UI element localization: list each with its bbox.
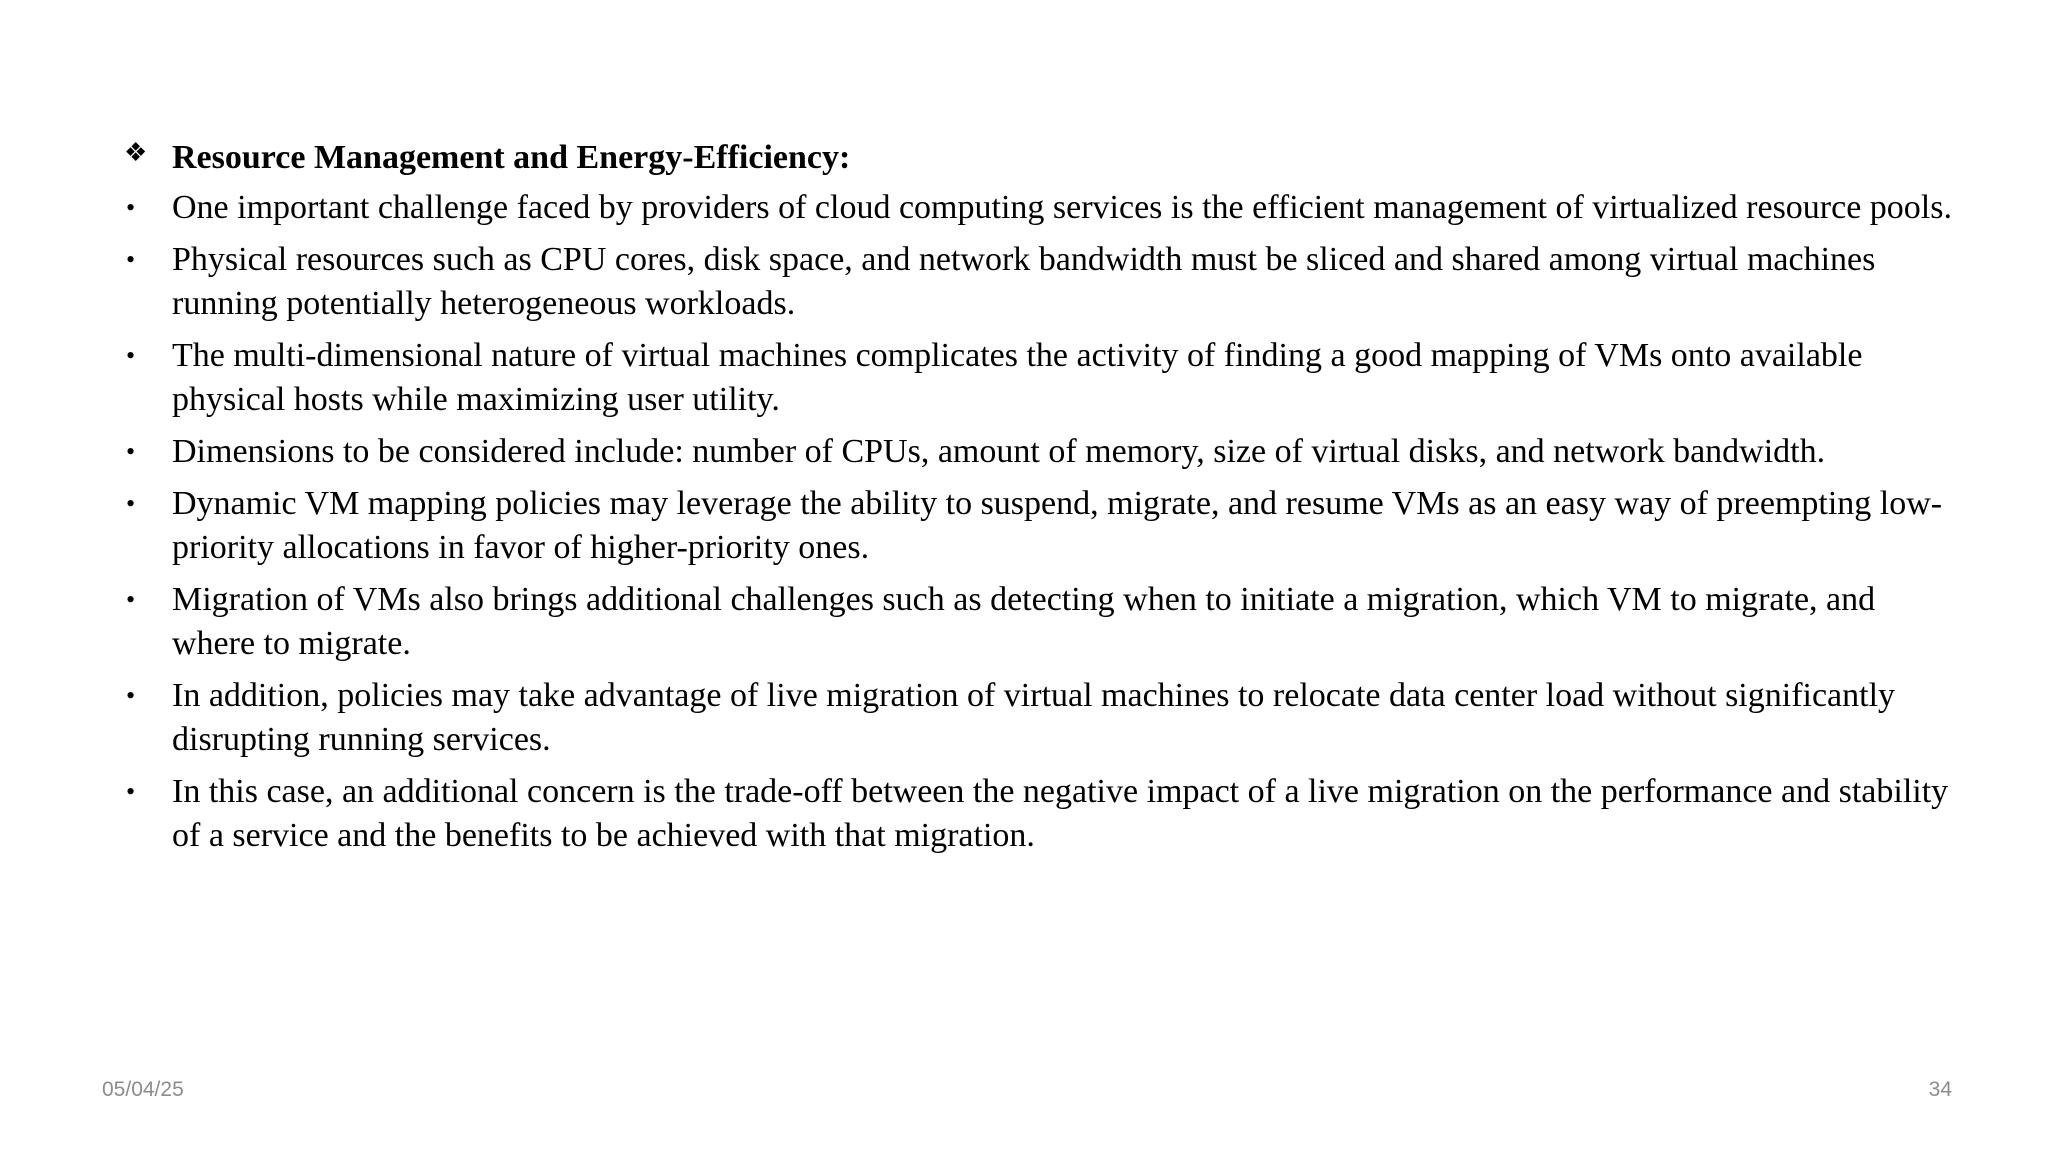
bullet-item — [122, 334, 1952, 422]
bullet-text: Dynamic VM mapping policies may leverage the ability to suspend, migrate, and resume VMs as an easy way of preempting low-priority allocations in favor of higher-priority ones. — [172, 485, 1943, 566]
bullet-dot-icon: • — [126, 245, 136, 274]
bullet-list — [122, 186, 1952, 858]
bullet-item — [122, 578, 1952, 666]
bullet-dot-icon: • — [126, 437, 136, 466]
diamond-bullet-icon: ❖ — [124, 138, 148, 167]
bullet-text: Physical resources such as CPU cores, disk space, and network bandwidth must be sliced and shared among virtual machines running potentially heterogeneous workloads. — [172, 241, 1876, 322]
bullet-item — [122, 430, 1952, 474]
bullet-dot-icon: • — [126, 193, 136, 222]
bullet-dot-icon: • — [126, 681, 136, 710]
bullet-text: In this case, an additional concern is the trade-off between the negative impact of a live migration on the performance and stability of a service and the benefits to be achieved with that migration. — [172, 773, 1949, 854]
bullet-text: Dimensions to be considered include: number of CPUs, amount of memory, size of virtual disks, and network bandwidth. — [172, 433, 1826, 470]
bullet-text: In addition, policies may take advantage of live migration of virtual machines to relocate data center load without significantly disrupting running services. — [172, 677, 1896, 758]
bullet-dot-icon: • — [126, 585, 136, 614]
bullet-text: The multi-dimensional nature of virtual machines complicates the activity of finding a good mapping of VMs onto available physical hosts while maximizing user utility. — [172, 337, 1863, 418]
bullet-item — [122, 238, 1952, 326]
footer-page-number: 34 — [1928, 1078, 1952, 1101]
slide-content — [122, 136, 1952, 866]
bullet-dot-icon: • — [126, 341, 136, 370]
bullet-text: Migration of VMs also brings additional challenges such as detecting when to initiate a migration, which VM to migrate, and where to migrate. — [172, 581, 1876, 662]
slide-heading — [122, 136, 1952, 180]
bullet-dot-icon: • — [126, 489, 136, 518]
bullet-item — [122, 770, 1952, 858]
bullet-dot-icon: • — [126, 777, 136, 806]
footer-date: 05/04/25 — [102, 1078, 184, 1101]
bullet-item — [122, 674, 1952, 762]
bullet-item — [122, 482, 1952, 570]
slide-heading-text: Resource Management and Energy-Efficiency: — [172, 139, 851, 176]
bullet-text: One important challenge faced by providers of cloud computing services is the efficient management of virtualized resource pools. — [172, 189, 1952, 226]
bullet-item — [122, 186, 1952, 230]
